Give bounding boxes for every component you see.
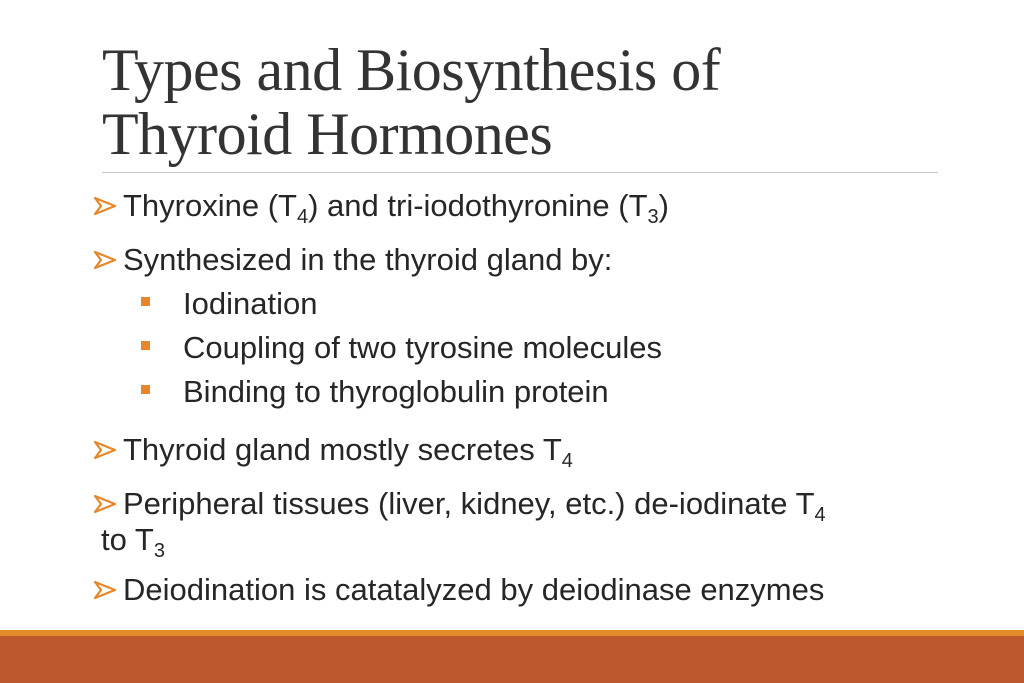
arrow-bullet-icon (93, 196, 117, 216)
slide-title-line-2: Thyroid Hormones (102, 101, 553, 167)
arrow-bullet-icon (93, 250, 117, 270)
sub-bullet-item (93, 326, 953, 370)
sub-bullet-text: Binding to thyroglobulin protein (183, 374, 609, 409)
arrow-bullet-icon (93, 440, 117, 460)
slide-title (102, 38, 942, 166)
title-divider (102, 172, 938, 173)
subscript: 4 (296, 206, 309, 228)
slide-title-line-1: Types and Biosynthesis of (102, 37, 721, 103)
square-bullet-icon (141, 385, 150, 394)
bullet-item-peripheral-conversion (93, 486, 953, 562)
bullet-text-continuation (101, 522, 953, 562)
subscript: 3 (647, 206, 659, 228)
bullet-item-deiodination (93, 572, 953, 608)
subscript: 4 (814, 504, 826, 526)
subscript: 4 (561, 450, 573, 472)
bullet-text: Thyroid gland mostly secretes T (123, 432, 562, 467)
sub-bullet-text: Iodination (183, 286, 318, 321)
bullet-text: ) (658, 188, 669, 223)
bullet-text: ) and tri-iodothyronine (T (308, 188, 648, 223)
square-bullet-icon (141, 297, 150, 306)
subscript: 3 (153, 540, 165, 562)
arrow-bullet-icon (93, 494, 117, 514)
slide-body (93, 180, 953, 608)
sub-bullet-text: Coupling of two tyrosine molecules (183, 330, 663, 365)
sub-bullet-item (93, 370, 953, 414)
footer-bar (0, 636, 1024, 683)
bullet-text: Synthesized in the thyroid gland by: (123, 242, 613, 277)
sub-bullet-list (93, 282, 953, 414)
bullet-item-synthesis (93, 242, 953, 278)
bullet-text: Deiodination is catatalyzed by deiodinase enzymes (123, 572, 825, 607)
bullet-text: Peripheral tissues (liver, kidney, etc.) de-iodinate T (123, 486, 815, 521)
bullet-text: to T (101, 522, 154, 557)
sub-bullet-item (93, 282, 953, 326)
bullet-item-hormone-types (93, 188, 953, 228)
square-bullet-icon (141, 341, 150, 350)
bullet-text: Thyroxine (T (123, 188, 297, 223)
bullet-item-secretion (93, 432, 953, 472)
arrow-bullet-icon (93, 580, 117, 600)
